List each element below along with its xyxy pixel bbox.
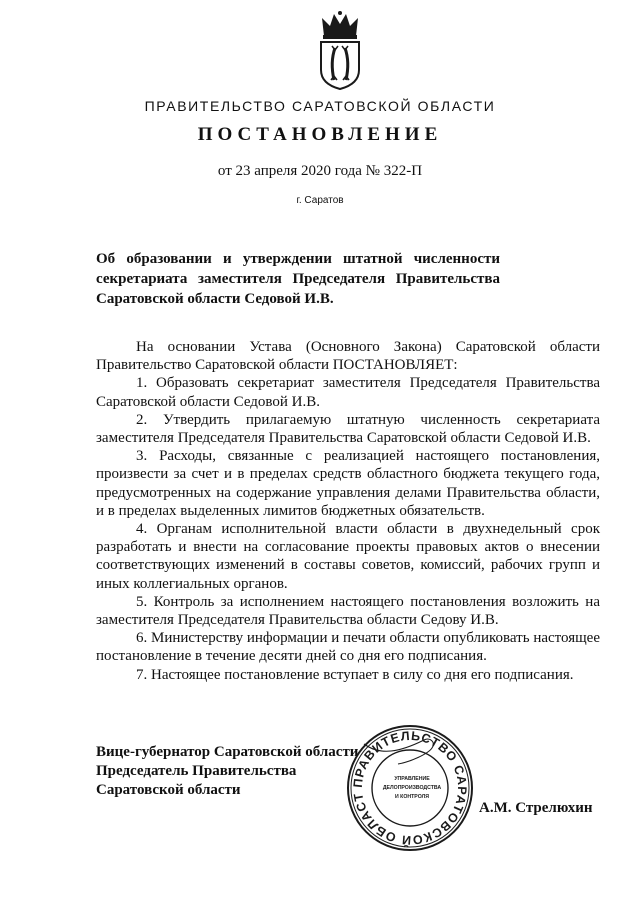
body-paragraph-3: 3. Расходы, связанные с реализацией настоящего постановления, произвести за счет и в пределах средств областного бюджета текущего года, предусмотренных на содержание управления делами Правительства области, и в пределах выделенных лимитов бюджетных обязательств. <box>96 448 600 519</box>
body-paragraph-preamble: На основании Устава (Основного Закона) Саратовской области Правительство Саратовской области ПОСТАНОВЛЯЕТ: <box>96 339 600 374</box>
signer-name: А.М. Стрелюхин <box>479 800 593 816</box>
document-date-number: от 23 апреля 2020 года № 322-П <box>217 163 423 179</box>
signer-position-line: Председатель Правительства <box>96 763 297 779</box>
body-paragraph-1: 1. Образовать секретариат заместителя Председателя Правительства Саратовской области Седовой И.В. <box>96 375 600 410</box>
subject-line: секретариата заместителя Председателя Правительства <box>96 271 500 287</box>
document-city: г. Саратов <box>296 195 344 206</box>
seal-center-line: И КОНТРОЛЯ <box>395 794 429 800</box>
body-paragraph-4: 4. Органам исполнительной власти области в двухнедельный срок разработать и внести на согласование проекты правовых актов о внесении соответствующих изменений в составы советов, комиссий, рабочих групп и иных коллегиальных органов. <box>96 521 600 592</box>
body-paragraph-5: 5. Контроль за исполнением настоящего постановления возложить на заместителя Председателя Правительства области Седову И.В. <box>96 593 600 629</box>
subject-line: Саратовской области Седовой И.В. <box>96 291 334 307</box>
subject-line: Об образовании и утверждении штатной численности <box>96 251 500 267</box>
document-body <box>96 338 600 684</box>
seal-ring-text: ПРАВИТЕЛЬСТВО САРАТОВСКОЙ ОБЛАСТ <box>350 728 470 848</box>
government-title: ПРАВИТЕЛЬСТВО САРАТОВСКОЙ ОБЛАСТИ <box>144 98 496 114</box>
signer-position-line: Саратовской области <box>96 782 241 798</box>
saratov-coat-of-arms-icon <box>314 10 366 90</box>
body-paragraph-6: 6. Министерству информации и печати области опубликовать настоящее постановление в течение десяти дней со дня его подписания. <box>96 630 600 665</box>
body-paragraph-2: 2. Утвердить прилагаемую штатную численность секретариата заместителя Председателя Правительства Саратовской области Седовой И.В. <box>96 411 600 447</box>
body-paragraph-7: 7. Настоящее постановление вступает в силу со дня его подписания. <box>136 666 574 683</box>
document-type: ПОСТАНОВЛЕНИЕ <box>197 124 443 145</box>
signer-position-line: Вице-губернатор Саратовской области <box>96 744 359 760</box>
seal-center-line: УПРАВЛЕНИЕ <box>394 776 430 782</box>
document-subject <box>96 249 500 309</box>
seal-center-line: ДЕЛОПРОИЗВОДСТВА <box>382 785 442 791</box>
official-seal <box>340 722 480 854</box>
signer-position <box>96 743 376 800</box>
